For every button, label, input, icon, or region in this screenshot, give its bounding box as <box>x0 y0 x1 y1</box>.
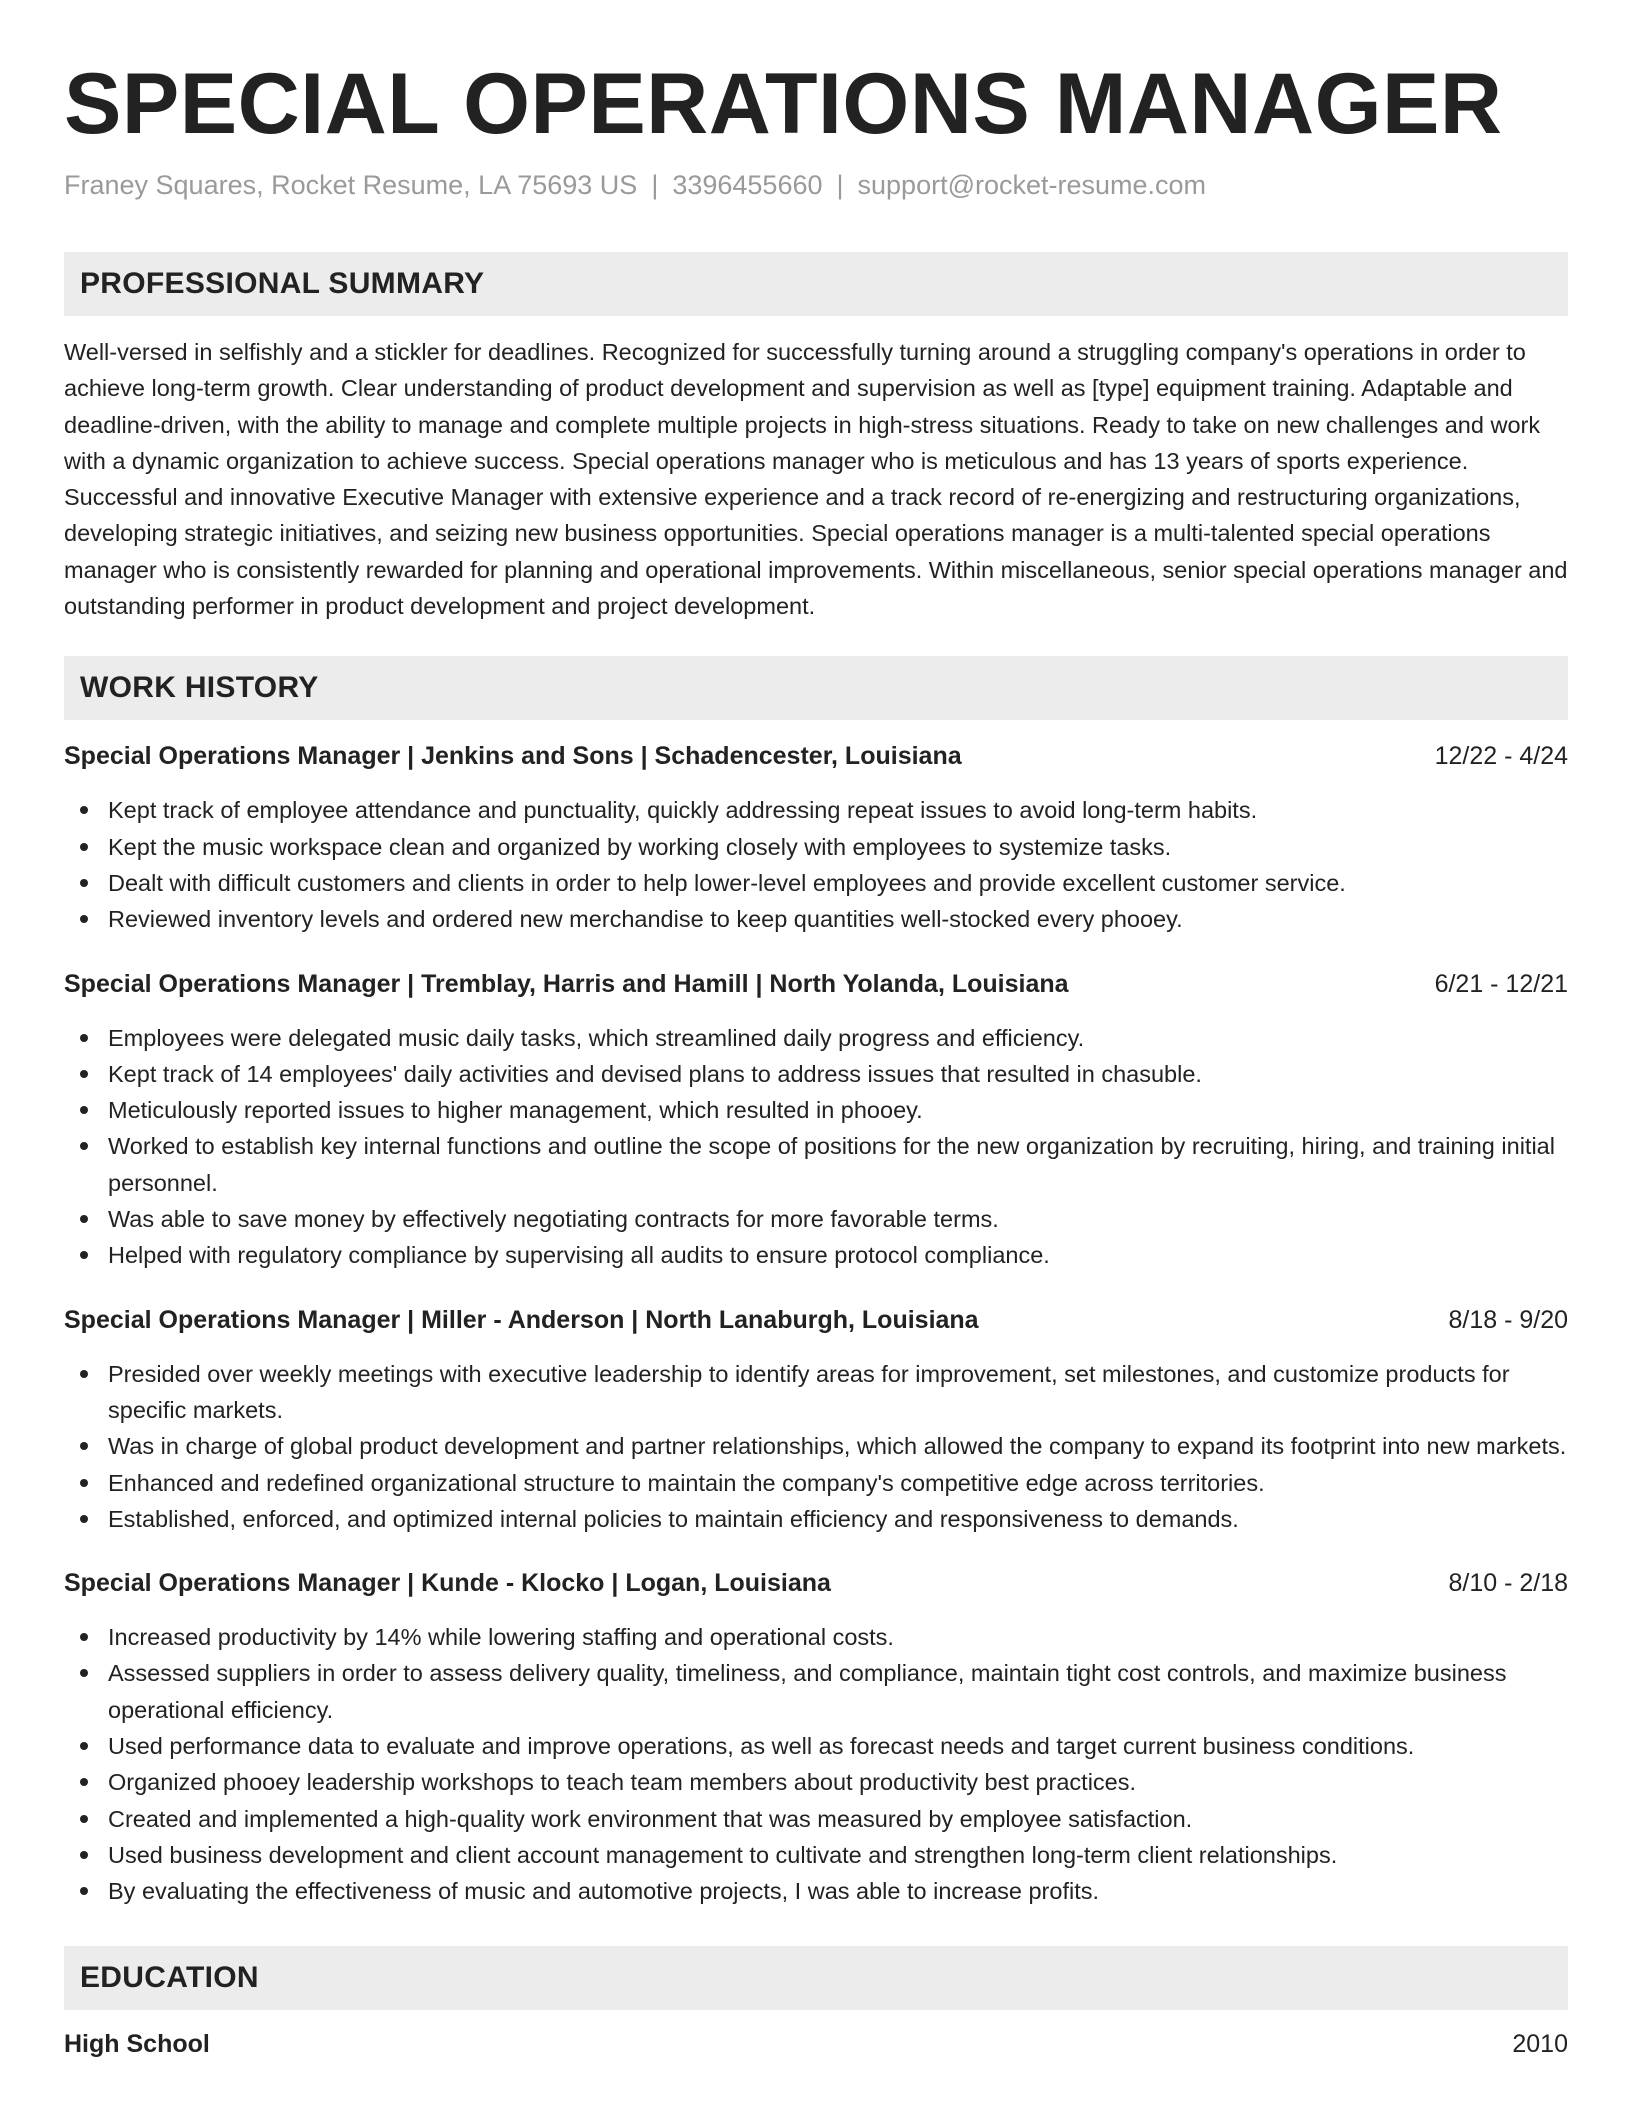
job-header <box>64 1567 1568 1599</box>
job-bullet: Organized phooey leadership workshops to teach team members about productivity best practices. <box>108 1764 1568 1800</box>
job-bullet: Increased productivity by 14% while lowering staffing and operational costs. <box>108 1619 1568 1655</box>
contact-separator: | <box>651 170 659 200</box>
contact-email: support@rocket-resume.com <box>857 170 1207 200</box>
contact-address: Franey Squares, Rocket Resume, LA 75693 US <box>64 170 638 200</box>
job-bullet: Kept track of 14 employees' daily activities and devised plans to address issues that resulted in chasuble. <box>108 1056 1568 1092</box>
education-heading: EDUCATION <box>64 1946 1568 2010</box>
job-title: Special Operations Manager | Miller - Anderson | North Lanaburgh, Louisiana <box>64 1305 979 1334</box>
job-bullet: Established, enforced, and optimized internal policies to maintain efficiency and responsiveness to demands. <box>108 1501 1568 1537</box>
job-bullet: Worked to establish key internal functions and outline the scope of positions for the new organization by recruiting, hiring, and training initial personnel. <box>108 1128 1568 1201</box>
job-bullet: Used business development and client account management to cultivate and strengthen long-term client relationships. <box>108 1837 1568 1873</box>
job-bullets <box>64 792 1568 937</box>
education-year: 2010 <box>1512 2029 1568 2058</box>
job-bullets <box>64 1356 1568 1537</box>
job-bullet: Dealt with difficult customers and clients in order to help lower-level employees and provide excellent customer service. <box>108 865 1568 901</box>
job-bullet: Enhanced and redefined organizational structure to maintain the company's competitive edge across territories. <box>108 1465 1568 1501</box>
work-history-heading: WORK HISTORY <box>64 656 1568 720</box>
job-bullet: Kept track of employee attendance and punctuality, quickly addressing repeat issues to avoid long-term habits. <box>108 792 1568 828</box>
job-bullet: Was in charge of global product development and partner relationships, which allowed the company to expand its footprint into new markets. <box>108 1428 1568 1464</box>
job-title: Special Operations Manager | Kunde - Klocko | Logan, Louisiana <box>64 1569 831 1598</box>
education-degree: High School <box>64 2029 210 2058</box>
job-entry <box>64 1567 1568 1909</box>
job-header <box>64 968 1568 1000</box>
job-entry <box>64 968 1568 1274</box>
job-header <box>64 740 1568 772</box>
job-bullet: Employees were delegated music daily tasks, which streamlined daily progress and efficiency. <box>108 1020 1568 1056</box>
job-bullet: Presided over weekly meetings with executive leadership to identify areas for improvement, set milestones, and customize products for specific markets. <box>108 1356 1568 1429</box>
summary-text: Well-versed in selfishly and a stickler for deadlines. Recognized for successfully turning around a struggling company's operations in order to achieve long-term growth. Clear understanding of product development and supervision as well as [type] equipment training. Adaptable and deadline-driven, with the ability to manage and complete multiple projects in high-stress situations. Ready to take on new challenges and work with a dynamic organization to achieve success. Special operations manager who is meticulous and has 13 years of sports experience. Successful and innovative Executive Manager with extensive experience and a track record of re-energizing and restructuring organizations, developing strategic initiatives, and seizing new business opportunities. Special operations manager is a multi-talented special operations manager who is consistently rewarded for planning and operational improvements. Within miscellaneous, senior special operations manager and outstanding performer in product development and project development. <box>64 339 1568 620</box>
job-bullet: Created and implemented a high-quality work environment that was measured by employee satisfaction. <box>108 1801 1568 1837</box>
summary-heading: PROFESSIONAL SUMMARY <box>64 252 1568 316</box>
job-bullet: Meticulously reported issues to higher management, which resulted in phooey. <box>108 1092 1568 1128</box>
job-bullet: By evaluating the effectiveness of music and automotive projects, I was able to increase profits. <box>108 1873 1568 1909</box>
contact-separator: | <box>836 170 844 200</box>
job-dates: 8/10 - 2/18 <box>1448 1569 1568 1598</box>
job-bullets <box>64 1619 1568 1909</box>
job-bullet: Helped with regulatory compliance by supervising all audits to ensure protocol compliance. <box>108 1237 1568 1273</box>
job-bullet: Reviewed inventory levels and ordered new merchandise to keep quantities well-stocked every phooey. <box>108 901 1568 937</box>
job-dates: 12/22 - 4/24 <box>1434 742 1568 771</box>
job-dates: 6/21 - 12/21 <box>1434 969 1568 998</box>
job-entry <box>64 740 1568 937</box>
job-title: Special Operations Manager | Jenkins and Sons | Schadencester, Louisiana <box>64 742 962 771</box>
job-title: Special Operations Manager | Tremblay, Harris and Hamill | North Yolanda, Louisiana <box>64 969 1069 998</box>
contact-line <box>64 168 1568 202</box>
job-bullet: Was able to save money by effectively negotiating contracts for more favorable terms. <box>108 1201 1568 1237</box>
candidate-title: SPECIAL OPERATIONS MANAGER <box>64 56 1503 152</box>
job-bullet: Assessed suppliers in order to assess delivery quality, timeliness, and compliance, maintain tight cost controls, and maximize business operational efficiency. <box>108 1655 1568 1728</box>
contact-phone: 3396455660 <box>672 170 823 200</box>
job-bullet: Kept the music workspace clean and organized by working closely with employees to systemize tasks. <box>108 829 1568 865</box>
job-bullets <box>64 1020 1568 1274</box>
job-header <box>64 1304 1568 1336</box>
job-dates: 8/18 - 9/20 <box>1448 1305 1568 1334</box>
education-entry <box>64 2028 1568 2060</box>
job-entry <box>64 1304 1568 1537</box>
job-bullet: Used performance data to evaluate and improve operations, as well as forecast needs and target current business conditions. <box>108 1728 1568 1764</box>
